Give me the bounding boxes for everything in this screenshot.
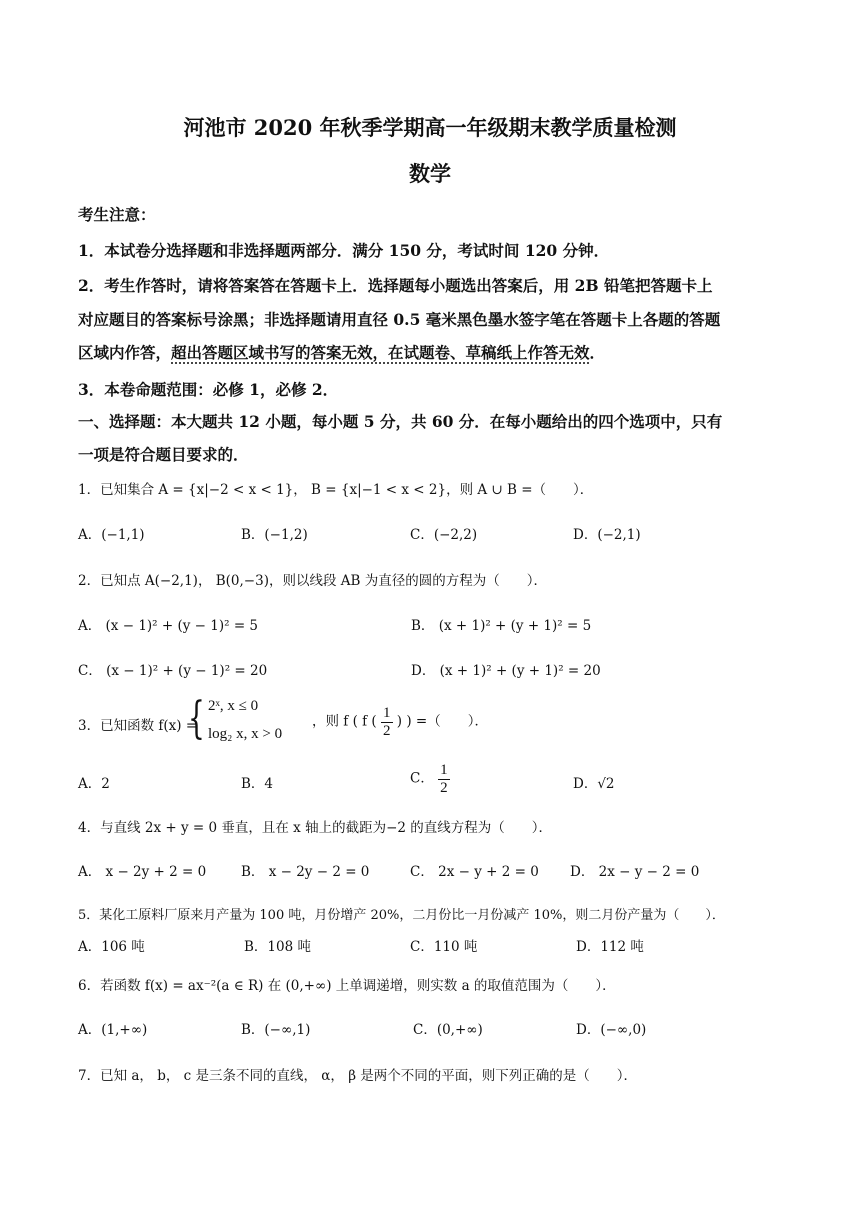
exam-title: 河池市 2020 年秋季学期高一年级期末教学质量检测 bbox=[183, 115, 677, 140]
question-2-option-a: A． (x − 1)² + (y − 1)² = 5 bbox=[78, 618, 259, 634]
notice-line-4-emphasis: 超出答题区域书写的答案无效，在试题卷、草稿纸上作答无效 bbox=[171, 343, 590, 362]
notice-line-1: 1．本试卷分选择题和非选择题两部分．满分 150 分，考试时间 120 分钟． bbox=[78, 241, 610, 260]
question-5-stem: 5．某化工原料厂原来月产量为 100 吨，月份增产 20%，二月份比一月份减产 10%，则二月份产量为（ ）． bbox=[78, 908, 725, 923]
question-6-stem: 6．若函数 f(x) = ax⁻²(a ∈ R) 在 (0,+∞) 上单调递增，则实数 a 的取值范围为（ ）． bbox=[78, 978, 616, 994]
question-2-option-b: B． (x + 1)² + (y + 1)² = 5 bbox=[411, 618, 592, 634]
question-3-case-1: 2ˣ, x ≤ 0 bbox=[208, 698, 259, 714]
piecewise-brace: { bbox=[188, 693, 205, 744]
notice-line-4-end: ． bbox=[589, 343, 606, 362]
option-c-fraction: $\frac{1}{2}$ bbox=[440, 762, 448, 796]
question-1-stem: 1．已知集合 A = {x|−2 < x < 1}， B = {x|−1 < x < 2}，则 A ∪ B =（ ）． bbox=[78, 482, 594, 498]
notice-line-5: 3．本卷命题范围：必修 1，必修 2． bbox=[78, 380, 339, 399]
question-1-option-a: A．(−1,1) bbox=[78, 527, 145, 543]
section-1-line-1: 一、选择题：本大题共 12 小题，每小题 5 分，共 60 分．在每小题给出的四个选项中，只有 bbox=[78, 412, 723, 431]
question-1-option-c: C．(−2,2) bbox=[410, 527, 478, 543]
question-5-option-c: C．110 吨 bbox=[410, 939, 478, 955]
question-4-option-b: B． x − 2y − 2 = 0 bbox=[241, 864, 370, 880]
question-1-option-b: B．(−1,2) bbox=[241, 527, 308, 543]
question-3-stem-start: 3．已知函数 f(x) = bbox=[78, 718, 198, 734]
question-6-option-c: C．(0,+∞) bbox=[413, 1022, 483, 1038]
question-3-case-2: log₂ x, x > 0 bbox=[208, 726, 283, 742]
question-3-option-c: C． $\frac{1}{2}$ bbox=[410, 762, 448, 796]
question-4-option-d: D． 2x − y − 2 = 0 bbox=[570, 864, 700, 880]
question-4-stem: 4．与直线 2x + y = 0 垂直，且在 x 轴上的截距为−2 的直线方程为（ ）． bbox=[78, 820, 553, 836]
question-4-option-a: A． x − 2y + 2 = 0 bbox=[78, 864, 207, 880]
question-2-stem: 2．已知点 A(−2,1)， B(0,−3)，则以线段 AB 为直径的圆的方程为（ ）． bbox=[78, 573, 547, 589]
notice-line-4-start: 区域内作答， bbox=[78, 343, 172, 362]
question-3-fraction: $\frac{1}{2}$ bbox=[383, 705, 391, 739]
exam-subject: 数学 bbox=[409, 161, 451, 186]
question-5-option-a: A．106 吨 bbox=[78, 939, 145, 955]
question-3-option-a: A．2 bbox=[78, 776, 110, 792]
question-4-option-c: C． 2x − y + 2 = 0 bbox=[410, 864, 539, 880]
notice-line-2: 2．考生作答时，请将答案答在答题卡上．选择题每小题选出答案后，用 2B 铅笔把答题卡上 bbox=[78, 276, 713, 295]
question-2-option-d: D． (x + 1)² + (y + 1)² = 20 bbox=[411, 663, 601, 679]
question-6-option-a: A．(1,+∞) bbox=[78, 1022, 148, 1038]
question-7-stem: 7．已知 a， b， c 是三条不同的直线， α， β 是两个不同的平面，则下列正确的是（ ）． bbox=[78, 1068, 638, 1084]
question-3-stem-mid: ，则 f ( f ( bbox=[312, 713, 377, 730]
notice-heading: 考生注意： bbox=[78, 205, 156, 224]
question-5-option-d: D．112 吨 bbox=[576, 939, 644, 955]
question-2-option-c: C． (x − 1)² + (y − 1)² = 20 bbox=[78, 663, 268, 679]
question-6-option-d: D．(−∞,0) bbox=[576, 1022, 647, 1038]
question-3-stem-end bbox=[312, 705, 488, 739]
section-1-line-2: 一项是符合题目要求的． bbox=[78, 445, 249, 464]
question-5-option-b: B．108 吨 bbox=[244, 939, 311, 955]
question-1-option-d: D．(−2,1) bbox=[573, 527, 641, 543]
question-3-option-b: B．4 bbox=[241, 776, 274, 792]
notice-line-3: 对应题目的答案标号涂黑；非选择题请用直径 0.5 毫米黑色墨水签字笔在答题卡上各题的答题 bbox=[78, 310, 721, 329]
question-6-option-b: B．(−∞,1) bbox=[241, 1022, 311, 1038]
question-3-stem-post: ) ) =（ ）． bbox=[396, 713, 488, 730]
question-3-option-d: D．√2 bbox=[573, 776, 615, 792]
notice-line-4 bbox=[78, 341, 605, 363]
